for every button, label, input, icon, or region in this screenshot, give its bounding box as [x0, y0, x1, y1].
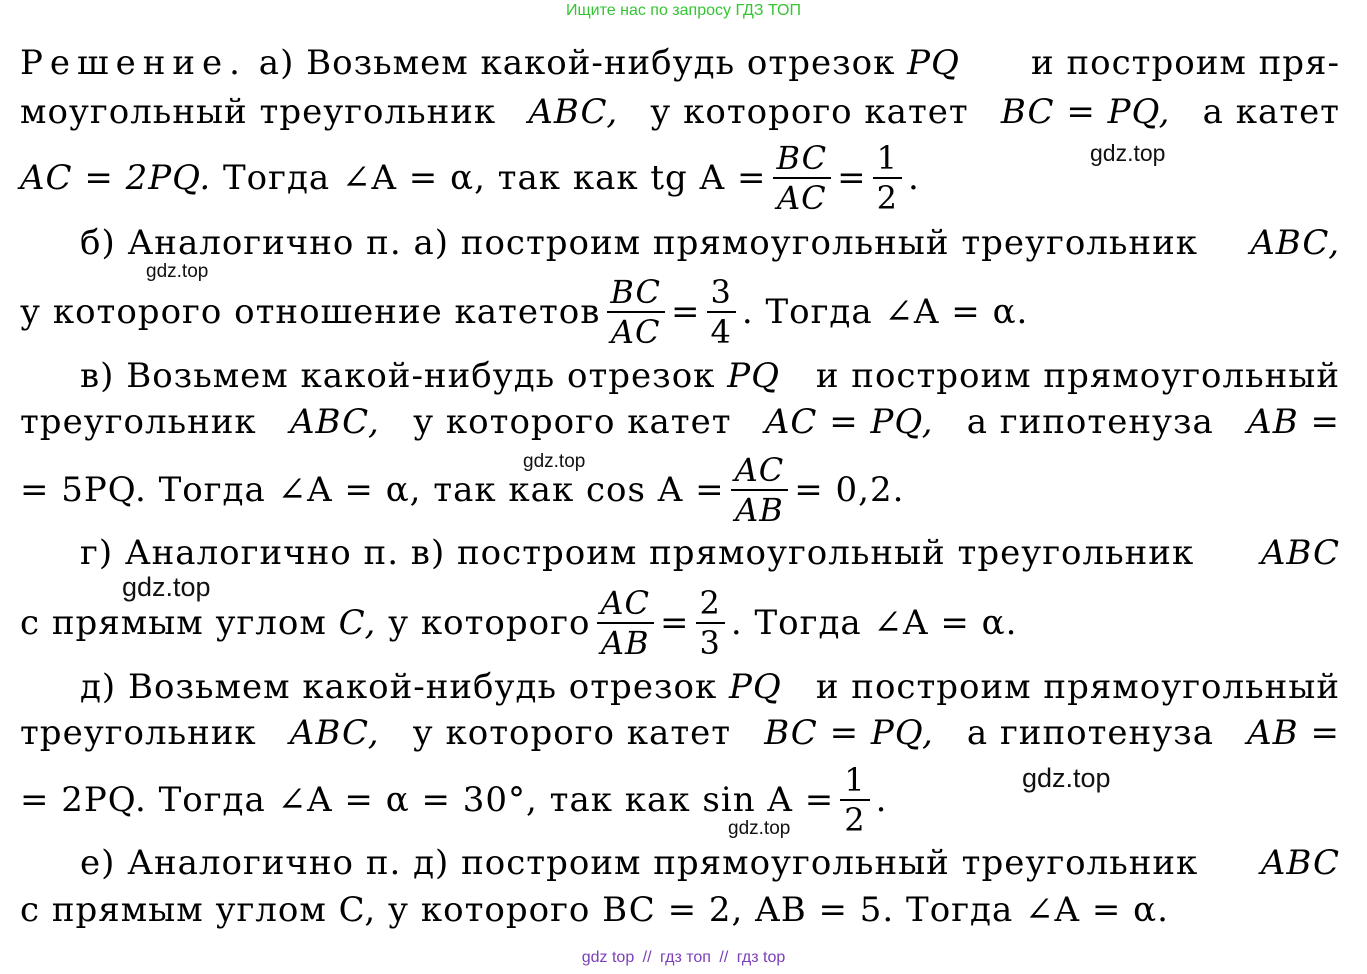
fraction-numerator: 2 [699, 584, 721, 622]
part-f-var-abc: ABC [1260, 843, 1340, 883]
watermark: gdz.top [523, 451, 586, 472]
part-c-text-5: а гипотенуза [966, 402, 1214, 442]
part-e-text-4: у которого катет [412, 713, 732, 753]
fraction-denominator: 3 [696, 622, 725, 659]
part-e-text-6: = 2PQ. Тогда ∠A = α = 30°, так как sin A = [20, 780, 835, 820]
part-a-var-abc: ABC, [528, 92, 619, 132]
part-c-text-4: у которого катет [413, 402, 732, 442]
part-e-var-pq: PQ [729, 667, 782, 707]
part-c-text-3: треугольник [20, 402, 257, 442]
solution-f-line-2 [20, 880, 1340, 940]
part-a-fraction-bc-ac [772, 139, 831, 217]
fraction-denominator: AC [607, 311, 665, 348]
solution-b-line-2 [20, 273, 1340, 351]
watermark: gdz.top [1090, 140, 1166, 166]
fraction-denominator: AB [731, 489, 788, 526]
bottom-banner-item: гдз top [736, 949, 786, 966]
part-a-var-pq: PQ [907, 43, 960, 83]
part-d-var-abc: ABC [1260, 533, 1340, 573]
part-a-text-4: у которого катет [650, 92, 969, 132]
watermark: gdz.top [1022, 763, 1111, 793]
solution-c-line-2 [20, 392, 1340, 452]
part-a-text-6: Тогда ∠A = α, так как tg A = [222, 158, 767, 198]
solution-b-line-1 [20, 213, 1340, 273]
fraction-numerator: 3 [710, 273, 732, 311]
part-d-text-3: у которого [388, 603, 591, 643]
fraction-numerator: AC [734, 451, 785, 489]
part-e-eq-bc: BC = PQ, [764, 713, 934, 753]
part-b-text-3: . Тогда ∠A = α. [741, 292, 1029, 332]
fraction-denominator: 2 [840, 799, 869, 836]
part-d-equals: = [660, 603, 690, 643]
part-c-fraction-ac-ab [731, 451, 789, 529]
fraction-denominator: AB [597, 622, 654, 659]
part-e-fraction-1-2 [840, 761, 869, 839]
part-f-text-2: с прямым углом C, у которого BC = 2, AB = 5. Тогда ∠A = α. [20, 890, 1169, 930]
part-d-text-1: г) Аналогично п. в) построим прямоугольный треугольник [80, 533, 1195, 573]
fraction-numerator: BC [776, 139, 828, 177]
part-e-text-1: д) Возьмем какой-нибудь отрезок [80, 667, 718, 707]
bottom-banner [0, 949, 1367, 967]
fraction-denominator: 4 [707, 311, 736, 348]
part-c-eq-ac: AC = PQ, [764, 402, 934, 442]
part-c-text-7: = 0,2. [794, 470, 905, 510]
part-a-end: . [907, 158, 920, 198]
bottom-banner-item: гдз топ [660, 949, 711, 966]
part-e-text-5: а гипотенуза [966, 713, 1215, 753]
fraction-denominator: AC [773, 177, 831, 214]
part-c-var-abc: ABC, [290, 402, 380, 442]
solution-heading: Решение. [20, 43, 247, 83]
bottom-banner-item: gdz top [581, 949, 635, 966]
part-e-text-3: треугольник [20, 713, 257, 753]
part-a-text-2: и построим пря- [1031, 43, 1340, 83]
fraction-numerator: BC [610, 273, 661, 311]
fraction-numerator: 1 [876, 139, 898, 177]
part-c-text-1: в) Возьмем какой-нибудь отрезок [80, 356, 716, 396]
part-c-eq-ab: AB = [1247, 402, 1340, 442]
part-a-text-1: а) Возьмем какой-нибудь отрезок [258, 43, 896, 83]
bottom-banner-separator: // [642, 949, 652, 966]
bottom-banner-separator: // [719, 949, 729, 966]
part-d-text-4: . Тогда ∠A = α. [730, 603, 1018, 643]
solution-e-line-3 [20, 761, 1340, 839]
part-b-text-1: б) Аналогично п. а) построим прямоугольный треугольник [80, 223, 1198, 263]
part-c-var-pq: PQ [727, 356, 780, 396]
top-search-banner: Ищите нас по запросу ГДЗ ТОП [566, 2, 801, 19]
part-a-fraction-1-2 [873, 139, 902, 217]
part-a-eq-bc: BC = PQ, [1000, 92, 1171, 132]
part-b-equals: = [671, 292, 701, 332]
part-a-eq-ac: AC = 2PQ. [20, 158, 212, 198]
part-b-fraction-bc-ac [606, 273, 665, 351]
part-c-text-2: и построим прямоугольный [815, 356, 1340, 396]
fraction-numerator: AC [600, 584, 651, 622]
watermark: gdz.top [728, 818, 791, 839]
solution-d-line-1 [20, 523, 1340, 583]
part-f-text-1: е) Аналогично п. д) построим прямоугольный треугольник [80, 843, 1199, 883]
solution-c-line-3 [20, 451, 1340, 529]
watermark: gdz.top [122, 572, 211, 602]
part-b-text-2: у которого отношение катетов [20, 292, 601, 332]
fraction-numerator: 1 [844, 761, 866, 799]
part-c-text-6: = 5PQ. Тогда ∠A = α, так как cos A = [20, 470, 725, 510]
solution-e-line-2 [20, 703, 1340, 763]
part-e-var-abc: ABC, [289, 713, 380, 753]
watermark: gdz.top [146, 261, 209, 282]
part-e-text-2: и построим прямоугольный [815, 667, 1340, 707]
part-a-text-5: а катет [1202, 92, 1340, 132]
part-d-text-2: с прямым углом [20, 603, 327, 643]
part-d-fraction-ac-ab [596, 584, 654, 662]
part-d-fraction-2-3 [696, 584, 725, 662]
solution-a-line-2 [20, 82, 1340, 142]
part-a-equals: = [837, 158, 867, 198]
part-b-fraction-3-4 [707, 273, 736, 351]
part-a-text-3: моугольный треугольник [20, 92, 497, 132]
part-e-eq-ab: AB = [1247, 713, 1340, 753]
part-d-var-c: C, [338, 603, 377, 643]
part-e-text-7: . [875, 780, 888, 820]
fraction-denominator: 2 [873, 177, 902, 214]
part-b-var-abc: ABC, [1250, 223, 1340, 263]
